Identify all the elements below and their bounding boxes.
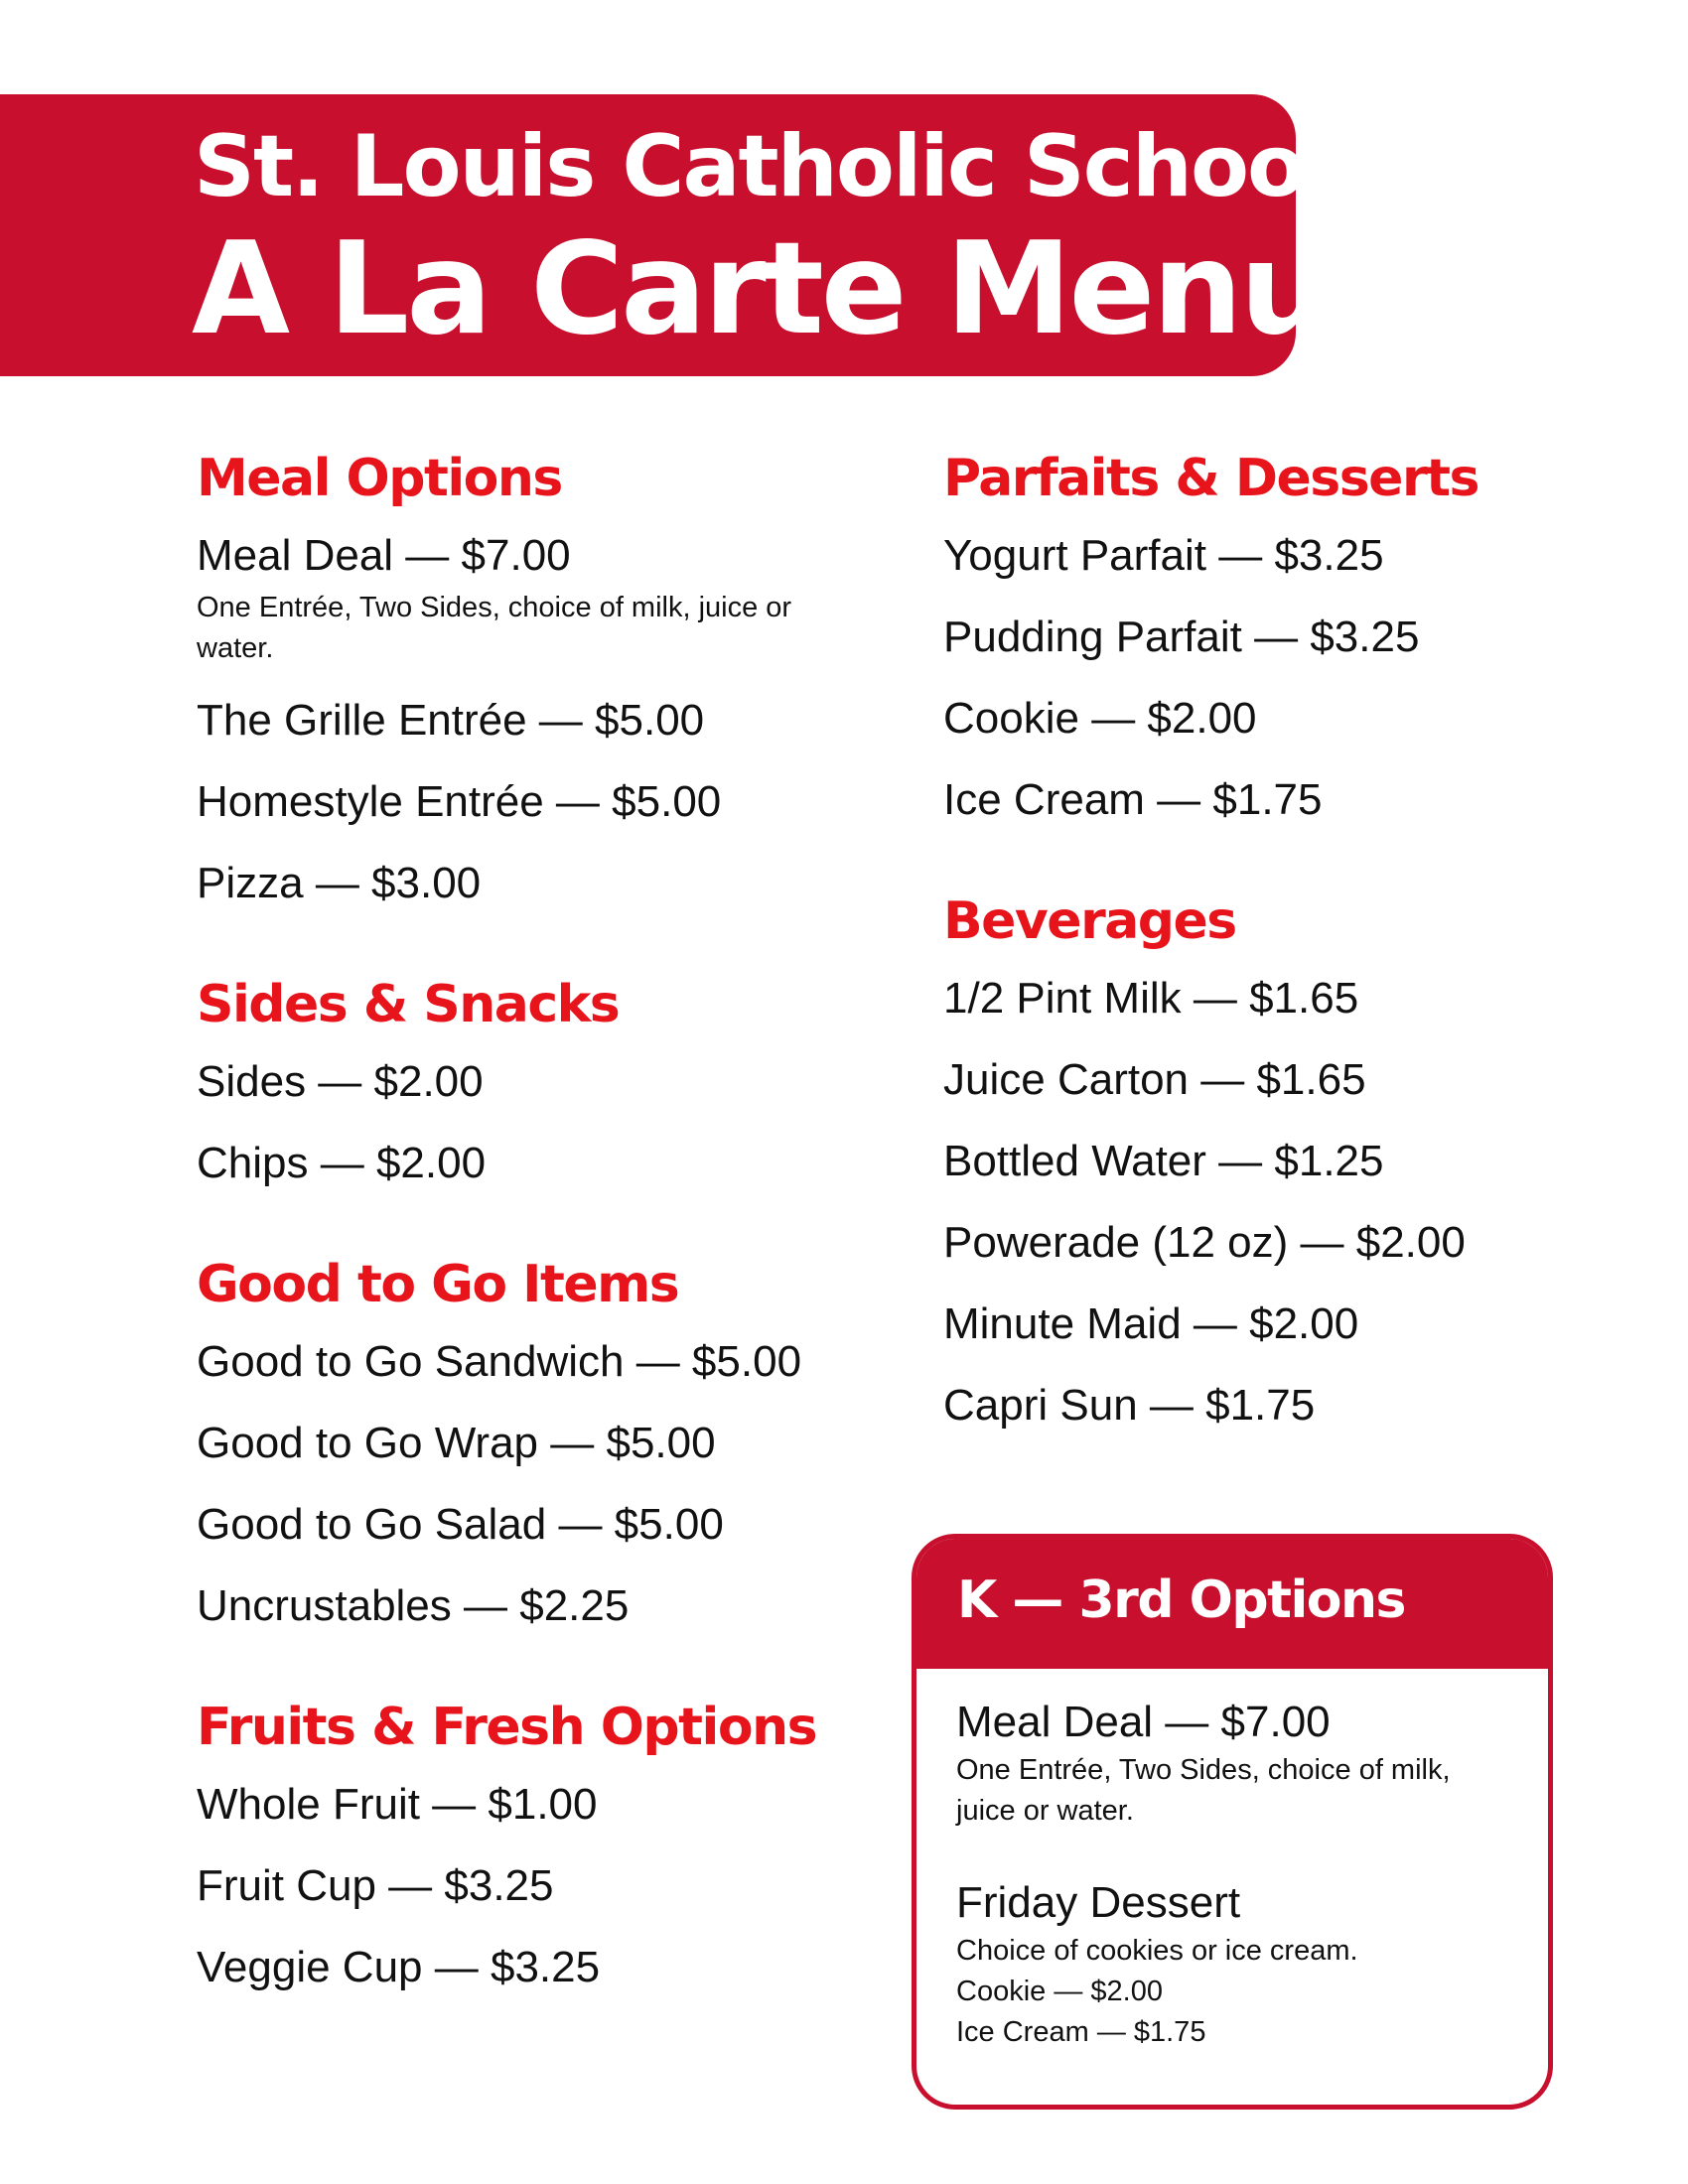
- menu-item: [197, 526, 912, 669]
- menu-item: Good to Go Sandwich — $5.00: [197, 1337, 802, 1386]
- menu-item: Good to Go Salad — $5.00: [197, 1500, 724, 1549]
- menu-item: Powerade (12 oz) — $2.00: [943, 1218, 1466, 1267]
- k3-options-header: [916, 1539, 1548, 1669]
- section-title: Good to Go Items: [197, 1255, 679, 1314]
- menu-item: Homestyle Entrée — $5.00: [197, 777, 722, 826]
- menu-item: Capri Sun — $1.75: [943, 1381, 1316, 1430]
- menu-item-description: One Entrée, Two Sides, choice of milk, juice or water.: [197, 592, 792, 664]
- section-fruits-fresh: [197, 1694, 912, 1997]
- menu-item: Pizza — $3.00: [197, 859, 482, 907]
- menu-item: Good to Go Wrap — $5.00: [197, 1419, 716, 1467]
- menu-item: Bottled Water — $1.25: [943, 1137, 1384, 1185]
- menu-item: Ice Cream — $1.75: [943, 775, 1323, 824]
- menu-item: Fruit Cup — $3.25: [197, 1861, 554, 1910]
- menu-item: Veggie Cup — $3.25: [197, 1943, 601, 1991]
- section-title: Sides & Snacks: [197, 975, 620, 1034]
- section-title: Fruits & Fresh Options: [197, 1698, 817, 1757]
- menu-item: Cookie — $2.00: [943, 694, 1257, 743]
- k3-meal-deal-label: Meal Deal — $7.00: [956, 1698, 1331, 1746]
- k3-friday-dessert-line: Cookie — $2.00: [956, 1976, 1163, 2007]
- k3-friday-dessert-description: Choice of cookies or ice cream.: [956, 1935, 1358, 1967]
- right-column: [943, 445, 1658, 1493]
- school-name: St. Louis Catholic School: [194, 117, 1332, 216]
- section-good-to-go: [197, 1251, 912, 1636]
- section-parfaits-desserts: [943, 445, 1658, 830]
- k3-options-title: K — 3rd Options: [957, 1570, 1405, 1630]
- k3-options-body: [916, 1669, 1548, 2053]
- k3-options-box: [912, 1534, 1553, 2110]
- menu-item: Sides — $2.00: [197, 1057, 484, 1106]
- section-title: Parfaits & Desserts: [943, 449, 1478, 508]
- menu-item: 1/2 Pint Milk — $1.65: [943, 974, 1359, 1023]
- left-column: [197, 445, 912, 2055]
- menu-item: Minute Maid — $2.00: [943, 1299, 1359, 1348]
- k3-friday-dessert-line: Ice Cream — $1.75: [956, 2016, 1206, 2048]
- section-title: Beverages: [943, 891, 1236, 951]
- menu-item: The Grille Entrée — $5.00: [197, 696, 705, 745]
- k3-friday-dessert-label: Friday Dessert: [956, 1878, 1241, 1927]
- menu-item: Whole Fruit — $1.00: [197, 1780, 598, 1829]
- spacer: [956, 1832, 1548, 1875]
- section-sides-snacks: [197, 971, 912, 1193]
- menu-item: Pudding Parfait — $3.25: [943, 613, 1420, 661]
- menu-item: Yogurt Parfait — $3.25: [943, 531, 1384, 580]
- section-meal-options: [197, 445, 912, 913]
- section-title: Meal Options: [197, 449, 562, 508]
- menu-item: Chips — $2.00: [197, 1139, 487, 1187]
- section-beverages: [943, 887, 1658, 1435]
- menu-item: Juice Carton — $1.65: [943, 1055, 1366, 1104]
- menu-title: A La Carte Menu: [192, 215, 1328, 363]
- k3-meal-deal-description: One Entrée, Two Sides, choice of milk, juice or water.: [956, 1754, 1451, 1827]
- menu-item: Uncrustables — $2.25: [197, 1581, 630, 1630]
- menu-item-label: Meal Deal — $7.00: [197, 531, 571, 580]
